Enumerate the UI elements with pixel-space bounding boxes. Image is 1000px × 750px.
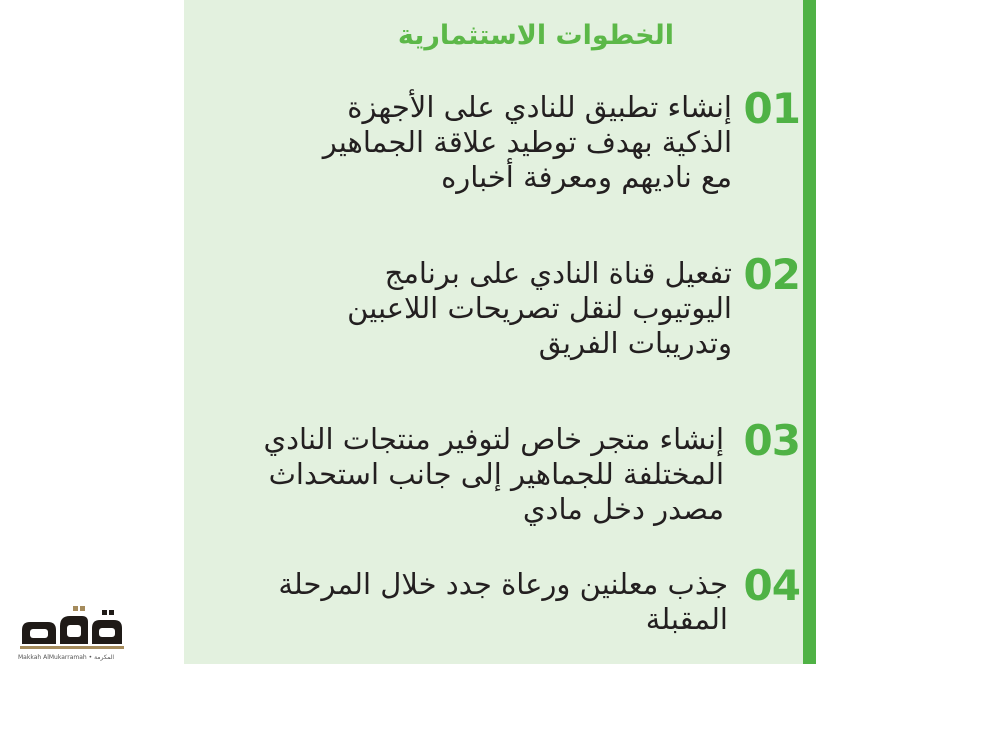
step-item-4 — [200, 561, 800, 637]
step-number: 04 — [743, 561, 800, 610]
step-item-2 — [200, 250, 800, 361]
step-text: إنشاء تطبيق للنادي على الأجهزة الذكية بهدف توطيد علاقة الجماهير مع ناديهم ومعرفة أخباره — [322, 90, 732, 194]
step-number: 02 — [743, 250, 800, 299]
accent-rule — [803, 0, 816, 664]
logo-caption: Makkah AlMukarramah • المكرمة — [18, 654, 115, 661]
publisher-logo — [18, 604, 128, 664]
step-text: جذب معلنين ورعاة جدد خلال المرحلة المقبلة — [278, 567, 728, 636]
step-item-3 — [200, 416, 800, 527]
panel-title: الخطوات الاستثمارية — [397, 20, 674, 51]
makkah-logo-icon — [18, 604, 128, 652]
step-item-1 — [200, 84, 800, 195]
step-text: تفعيل قناة النادي على برنامج اليوتيوب لنقل تصريحات اللاعبين وتدريبات الفريق — [347, 256, 732, 360]
step-number: 03 — [743, 416, 800, 465]
step-text: إنشاء متجر خاص لتوفير منتجات النادي المختلفة للجماهير إلى جانب استحداث مصدر دخل مادي — [263, 422, 724, 526]
step-number: 01 — [743, 84, 800, 133]
